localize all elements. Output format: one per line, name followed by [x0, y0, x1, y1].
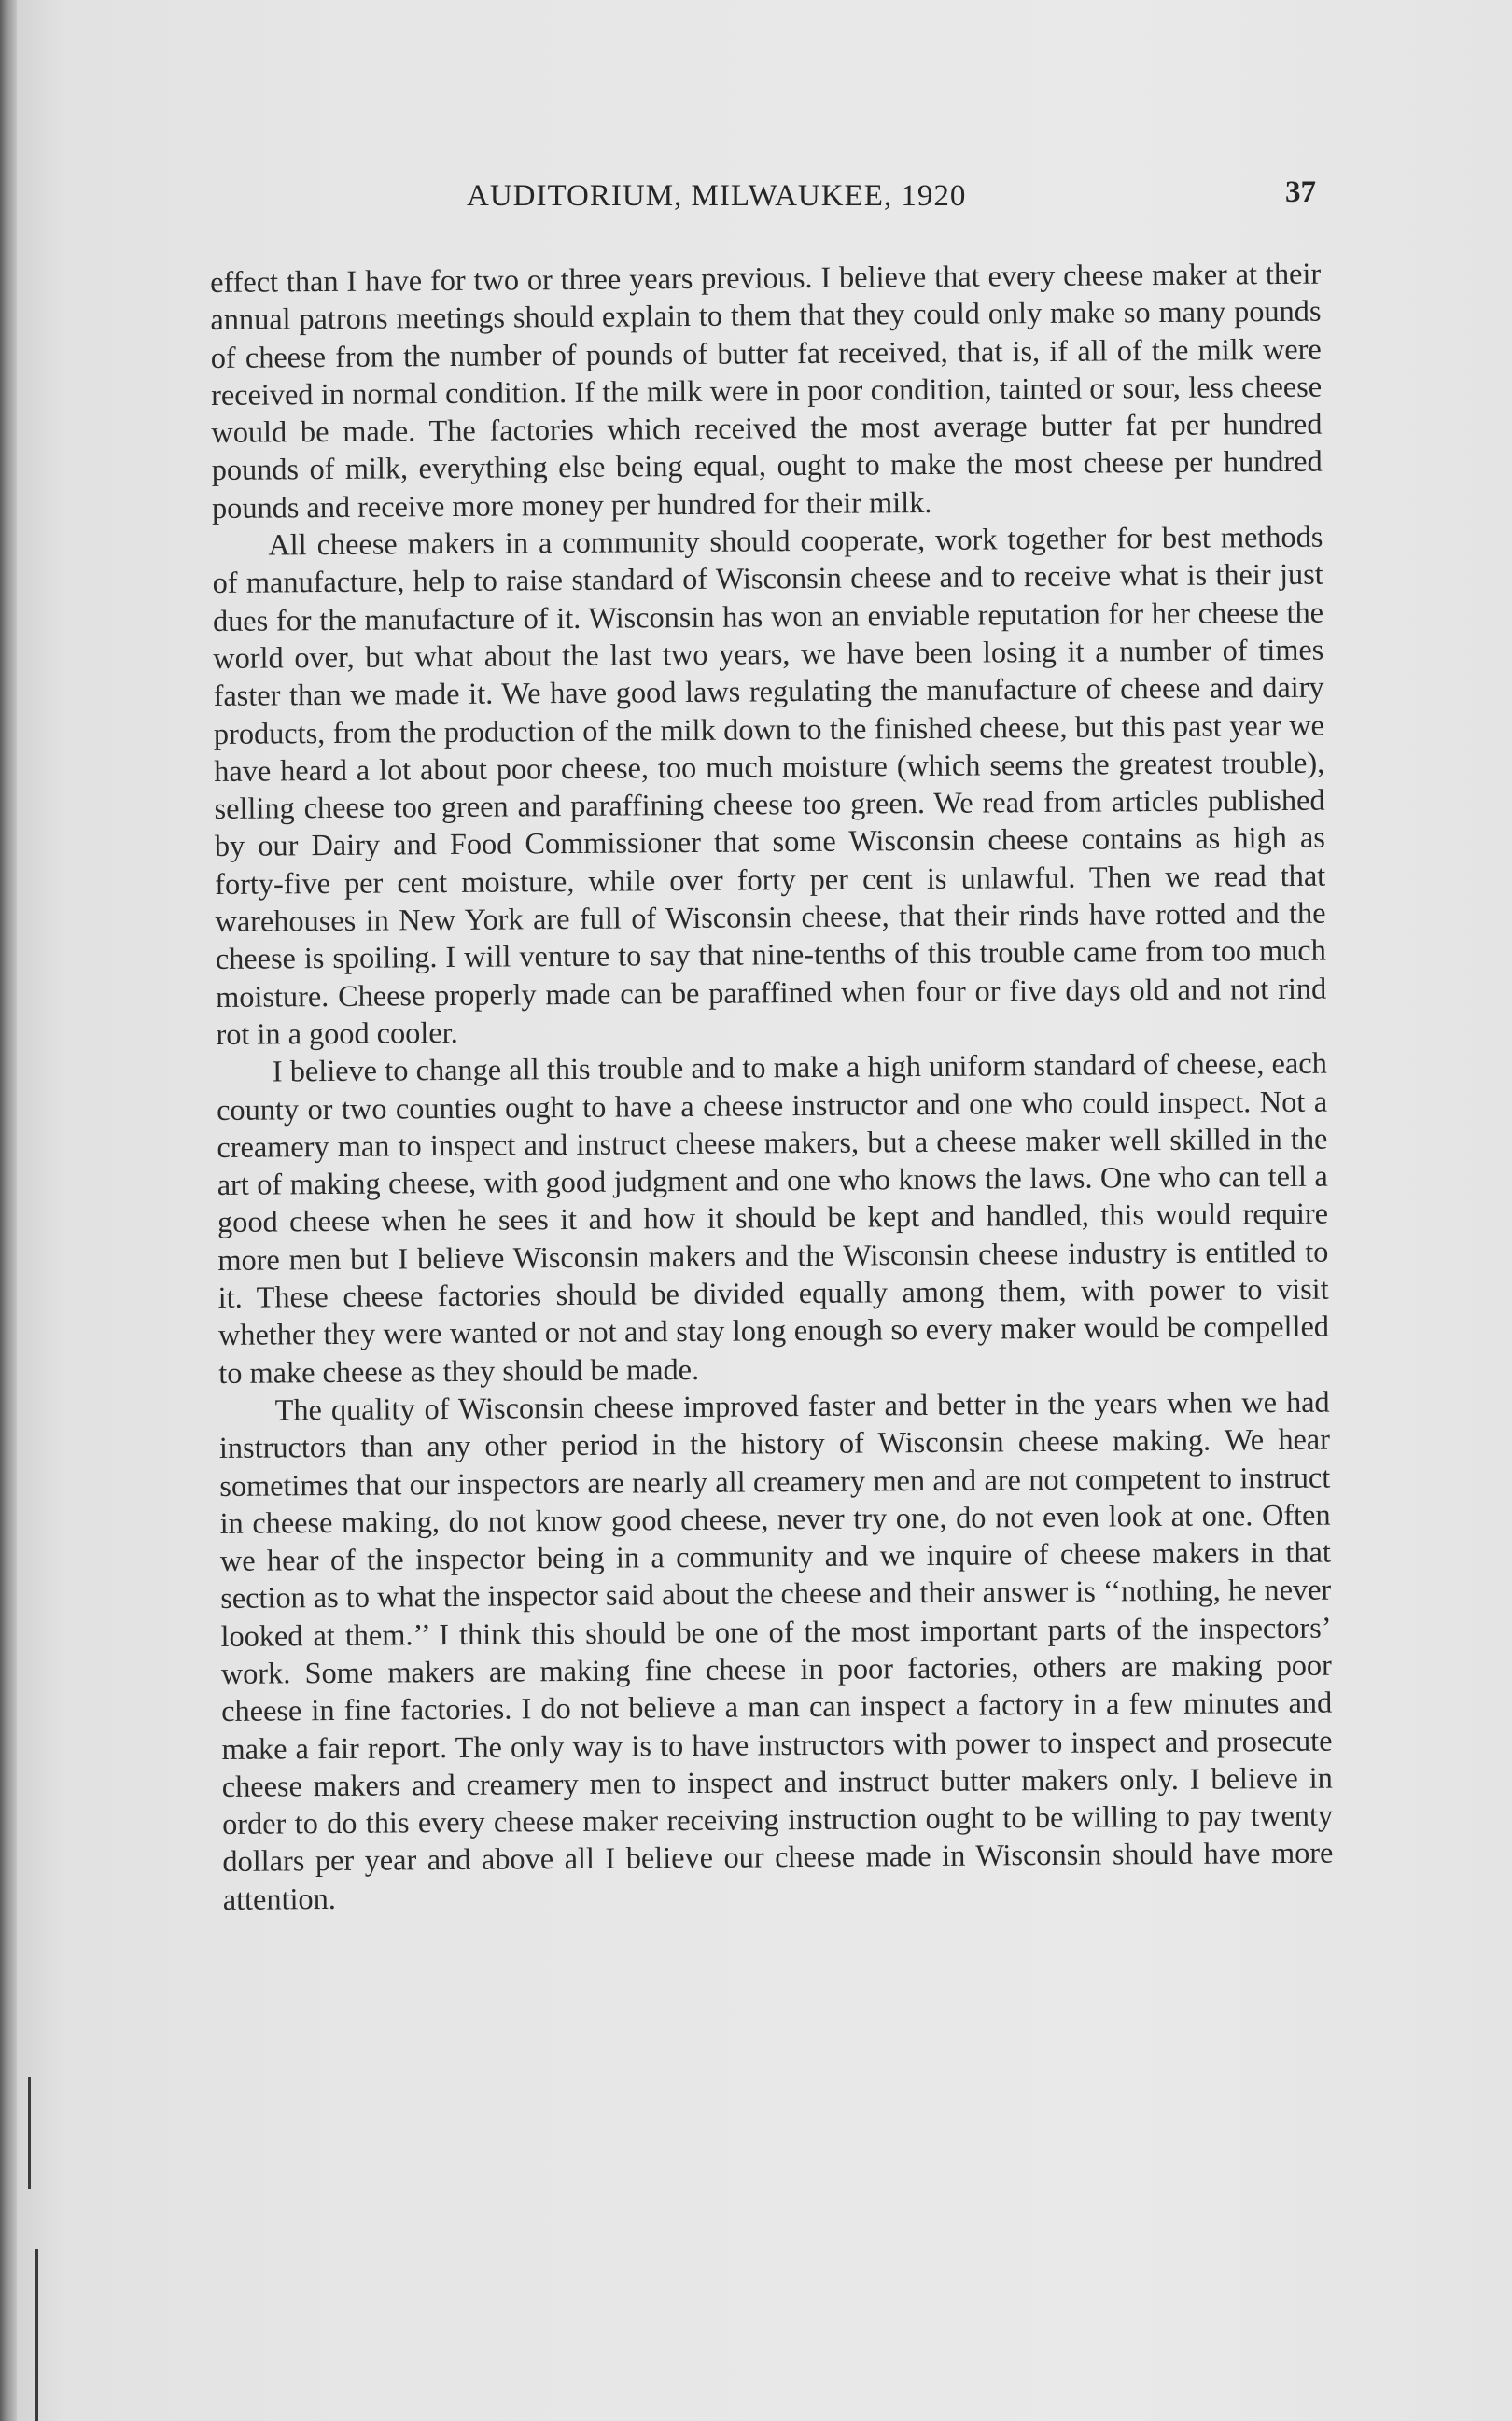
- body-text: [210, 255, 1334, 1918]
- paragraph-1: effect than I have for two or three years previous. I believe that every cheese maker at their annual patrons meetings should explain to them that they could only make so many pounds of cheese from the number of pounds of butter fat received, that is, if all of the milk were received in normal condition. If the milk were in poor condition, tainted or sour, less cheese would be made. The factories which received the most average butter fat per hundred pounds of milk, everything else being equal, ought to make the most cheese per hundred pounds and receive more money per hundred for their milk.: [210, 256, 1323, 525]
- page-header: [210, 175, 1316, 226]
- paragraph-3: I believe to change all this trouble and to make a high uniform standard of cheese, each county or two counties ought to have a cheese instructor and one who could inspect. Not a creamery man to inspect and instruct cheese makers, but a cheese maker well skilled in the art of making cheese, with good judgment and one who knows the laws. One who can tell a good cheese when he sees it and how it should be kept and handled, this would require more men but I believe Wisconsin makers and the Wisconsin cheese industry is entitled to it. These cheese factories should be divided equally among them, with power to visit whether they were wanted or not and stay long enough so every maker would be compelled to make cheese as they should be made.: [216, 1045, 1330, 1390]
- running-title: AUDITORIUM, MILWAUKEE, 1920: [467, 179, 967, 213]
- paragraph-4: The quality of Wisconsin cheese improved faster and better in the years when we had instructors than any other period in the history of Wisconsin cheese making. We hear sometimes that our inspectors are nearly all creamery men and are not competent to instruct in cheese making, do not know good cheese, never try one, do not even look at one. Often we hear of the inspector being in a community and we inquire of cheese makers in that section as to what the inspector said about the cheese and their answer is ‘‘nothing, he never looked at them.’’ I think this should be one of the most important parts of the inspectors’ work. Some makers are making fine cheese in poor factories, others are making poor cheese in fine factories. I do not believe a man can inspect a factory in a few minutes and make a fair report. The only way is to have instructors with power to inspect and prosecute cheese makers and creamery men to inspect and instruct butter makers only. I believe in order to do this every cheese maker receiving instruction ought to be willing to pay twenty dollars per year and above all I believe our cheese made in Wisconsin should have more attention.: [218, 1384, 1334, 1916]
- page-binding-edge: [0, 0, 17, 2421]
- binding-mark-upper: [28, 2077, 31, 2189]
- binding-mark-lower: [35, 2249, 38, 2421]
- page-number: 37: [1285, 175, 1316, 209]
- paragraph-2: All cheese makers in a community should cooperate, work together for best methods of manufacture, help to raise standard of Wisconsin cheese and to receive what is their just dues for the manufacture of it. Wisconsin has won an enviable reputation for her cheese the world over, but what about the last two years, we have been losing it a number of times faster than we made it. We have good laws regulating the manufacture of cheese and dairy products, from the production of the milk down to the finished cheese, but this past year we have heard a lot about poor cheese, too much moisture (which seems the greatest trouble), selling cheese too green and paraffining cheese too green. We read from articles published by our Dairy and Food Commissioner that some Wisconsin cheese contains as high as forty-five per cent moisture, while over forty per cent is unlawful. Then we read that warehouses in New York are full of Wisconsin cheese, that their rinds have rotted and the cheese is spoiling. I will venture to say that nine-tenths of this trouble came from too much moisture. Cheese properly made can be paraffined when four or five days old and not rind rot in a good cooler.: [212, 519, 1327, 1051]
